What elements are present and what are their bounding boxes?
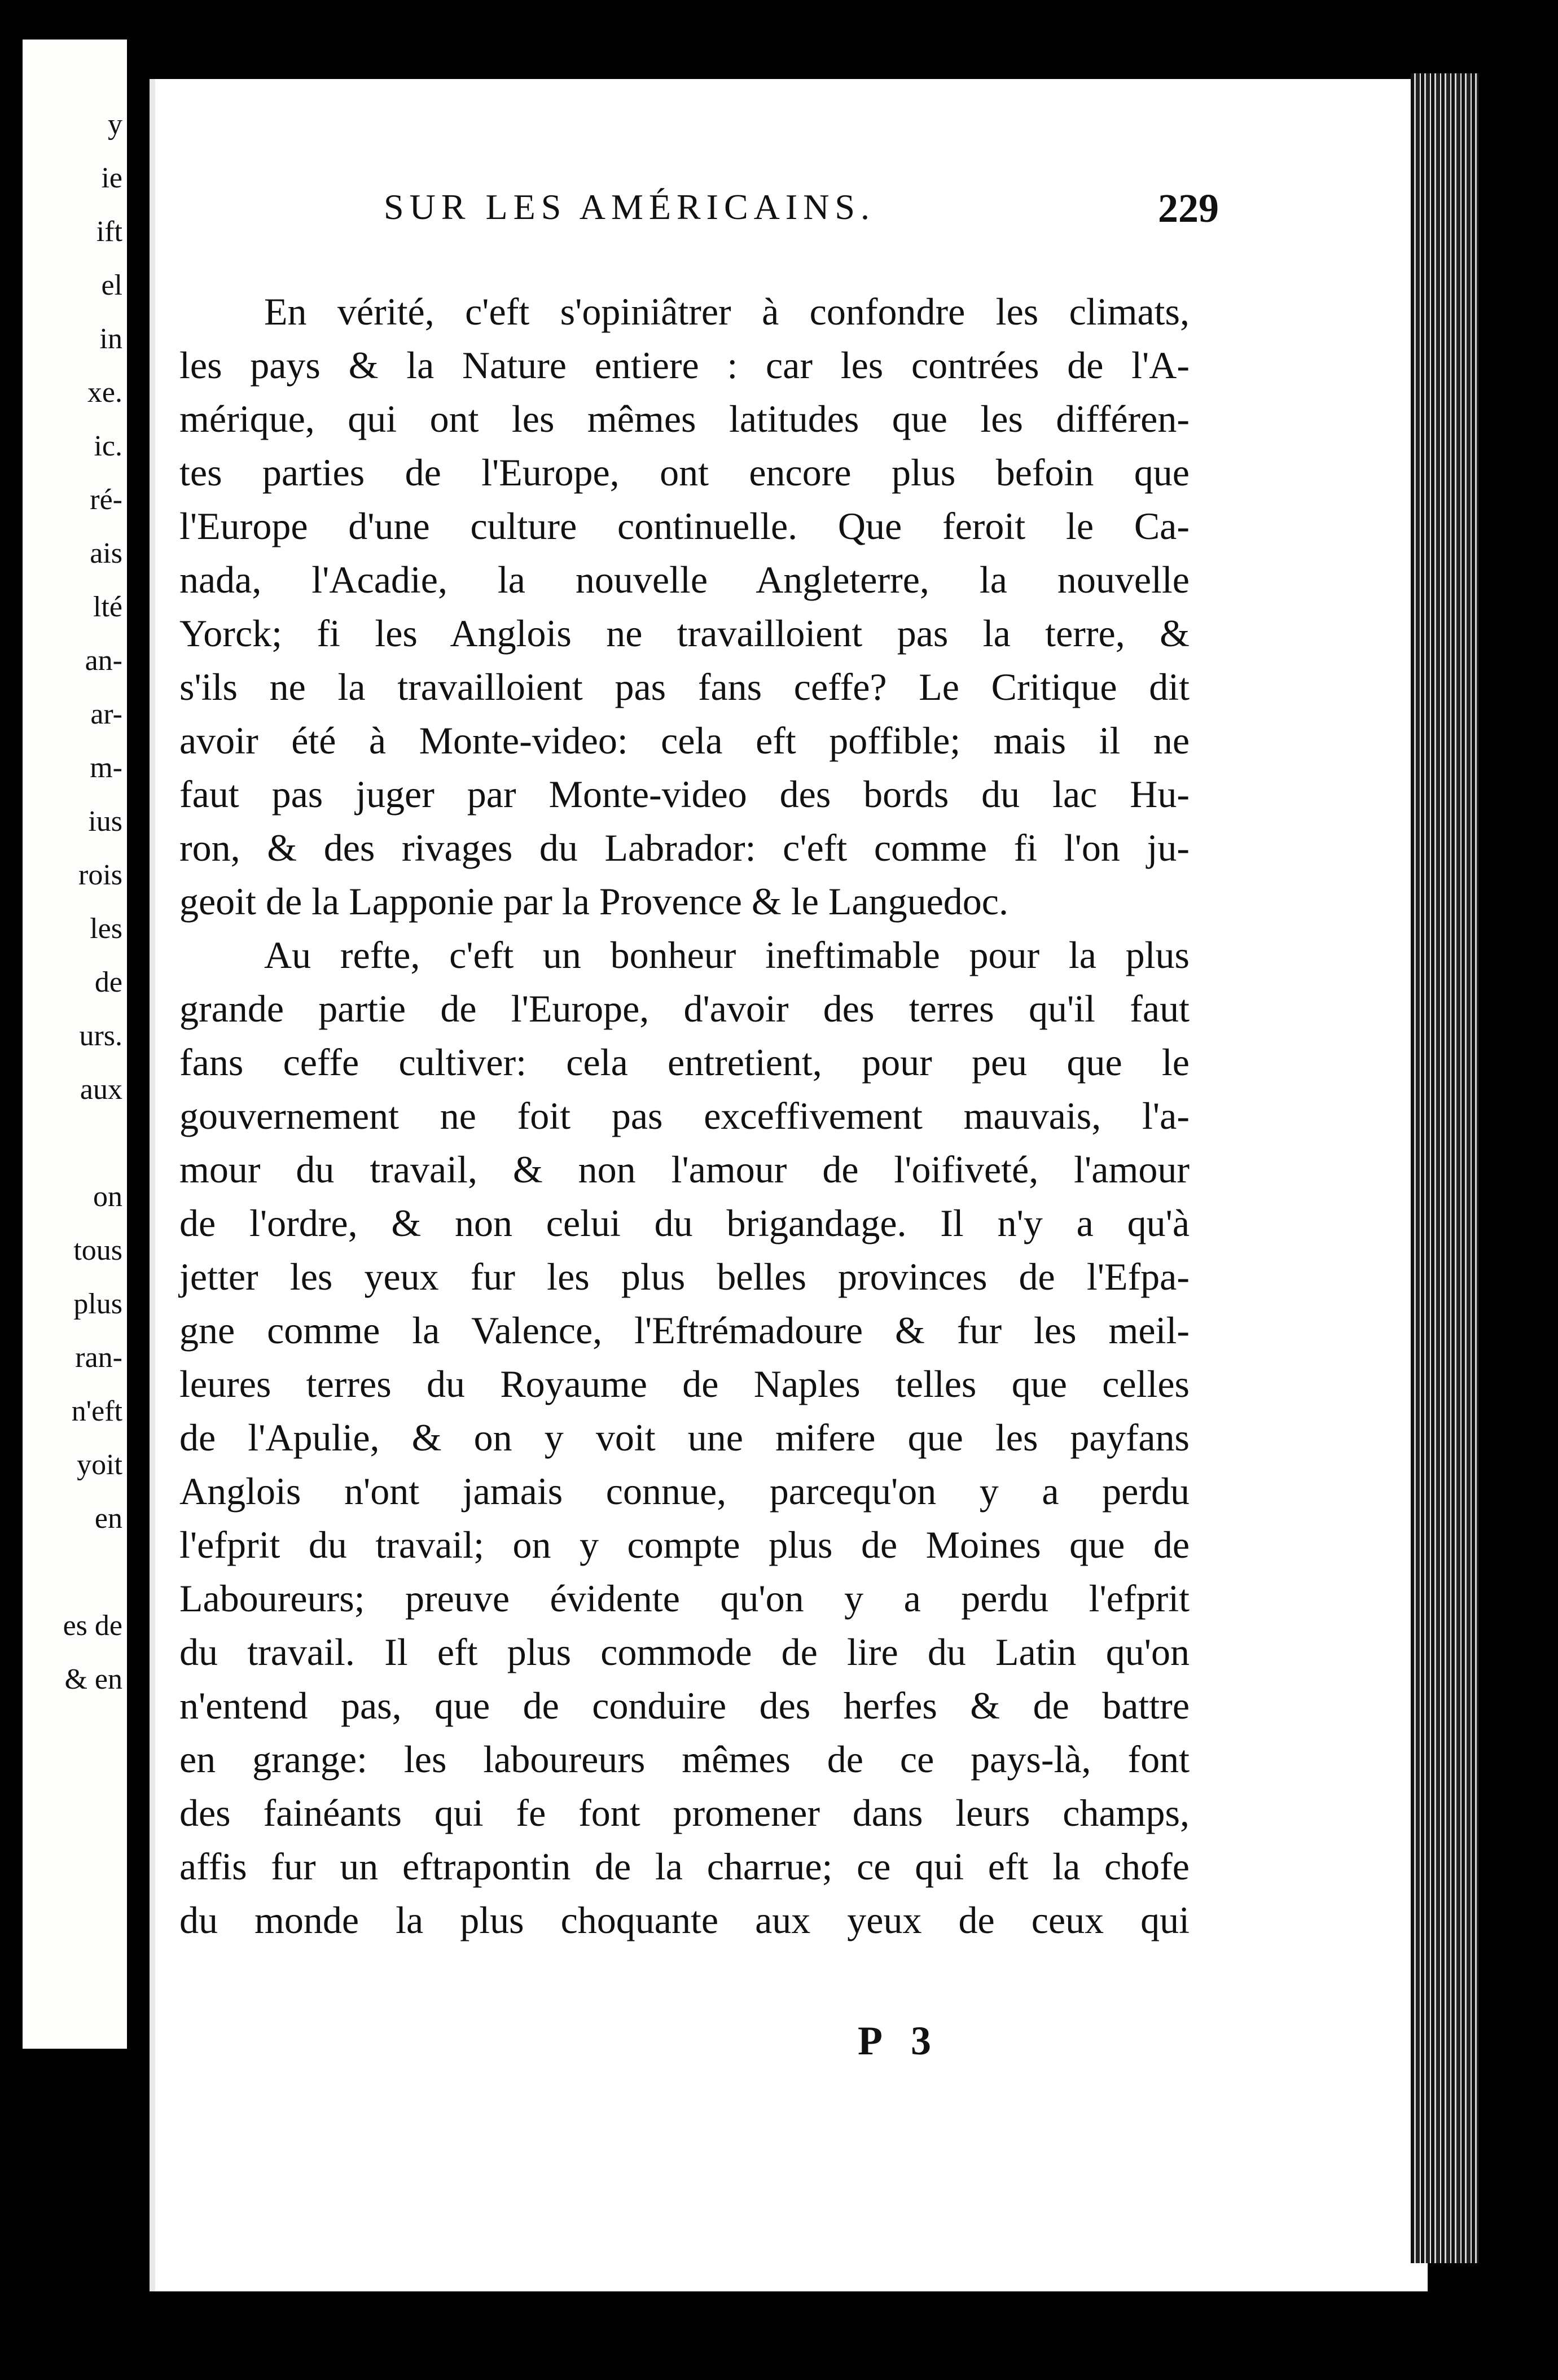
facing-page-fragment: aux — [80, 1073, 122, 1106]
text-line: les pays & la Nature entiere : car les contrées de l'A- — [179, 344, 1190, 387]
text-line: nada, l'Acadie, la nouvelle Angleterre, la nouvelle — [179, 558, 1190, 601]
signature-mark: P 3 — [858, 2018, 942, 2063]
page-number: 229 — [1158, 186, 1219, 231]
running-head — [339, 181, 1219, 237]
text-line: mour du travail, & non l'amour de l'oifiveté, l'amour — [179, 1148, 1190, 1191]
text-line: l'efprit du travail; on y compte plus de Moines que de — [179, 1523, 1190, 1566]
running-title: SUR LES AMÉRICAINS. — [384, 187, 875, 227]
text-line: leures terres du Royaume de Naples telles que celles — [179, 1362, 1190, 1405]
facing-page-fragment: ar- — [90, 698, 122, 730]
facing-page-fragment: tous — [73, 1234, 122, 1266]
facing-page-fragment: & en — [64, 1663, 122, 1695]
text-line: Anglois n'ont jamais connue, parcequ'on y a perdu — [179, 1470, 1190, 1513]
facing-page-fragment: les — [90, 913, 122, 945]
text-line: Yorck; fi les Anglois ne travailloient pas la terre, & — [179, 612, 1190, 655]
facing-page-fragment: m- — [90, 752, 122, 784]
facing-page-fragment: lté — [93, 591, 122, 623]
facing-page-fragment: ré- — [90, 484, 122, 516]
text-line: mérique, qui ont les mêmes latitudes que les différen- — [179, 397, 1190, 440]
facing-page-fragment: ais — [90, 537, 122, 569]
facing-page-fragment: rois — [78, 859, 122, 891]
facing-page-fragment: on — [93, 1181, 122, 1213]
facing-page-fragment: plus — [73, 1288, 122, 1320]
facing-page-fragment: xe. — [87, 376, 122, 409]
text-line: de l'ordre, & non celui du brigandage. Il n'y a qu'à — [179, 1202, 1190, 1244]
text-line: tes parties de l'Europe, ont encore plus befoin que — [179, 451, 1190, 494]
page-gutter — [1411, 73, 1478, 2263]
text-line: grande partie de l'Europe, d'avoir des terres qu'il faut — [179, 987, 1190, 1030]
text-line: gne comme la Valence, l'Eftrémadoure & fur les meil- — [179, 1309, 1190, 1352]
text-line: ron, & des rivages du Labrador: c'eft comme fi l'on ju- — [179, 826, 1190, 869]
facing-page-fragment: ius — [88, 805, 122, 838]
text-line: Laboureurs; preuve évidente qu'on y a perdu l'efprit — [179, 1577, 1190, 1620]
facing-page-fragment: de — [94, 966, 122, 998]
text-line: jetter les yeux fur les plus belles provinces de l'Efpa- — [179, 1255, 1190, 1298]
facing-page-fragment: yoit — [77, 1449, 122, 1481]
text-line: du monde la plus choquante aux yeux de ceux qui — [179, 1899, 1190, 1941]
facing-page-fragment: urs. — [79, 1020, 122, 1052]
text-line: affis fur un eftrapontin de la charrue; ce qui eft la chofe — [179, 1845, 1190, 1888]
facing-page-fragment: ic. — [94, 430, 122, 462]
facing-page-fragment: es de — [63, 1610, 122, 1642]
text-line: du travail. Il eft plus commode de lire du Latin qu'on — [179, 1631, 1190, 1673]
text-line: Au refte, c'eft un bonheur ineftimable pour la plus — [264, 933, 1190, 976]
text-line: geoit de la Lapponie par la Provence & le Languedoc. — [179, 880, 1008, 923]
text-line: En vérité, c'eft s'opiniâtrer à confondre les climats, — [264, 290, 1190, 333]
facing-page-fragment: en — [94, 1502, 122, 1535]
facing-page-fragment: y — [108, 108, 122, 141]
text-line: de l'Apulie, & on y voit une mifere que les payfans — [179, 1416, 1190, 1459]
text-line: faut pas juger par Monte-video des bords du lac Hu- — [179, 773, 1190, 816]
facing-page-fragment: ran- — [75, 1342, 122, 1374]
facing-page-fragment: ie — [101, 162, 122, 194]
text-line: gouvernement ne foit pas exceffivement mauvais, l'a- — [179, 1094, 1190, 1137]
text-line: en grange: les laboureurs mêmes de ce pays-là, font — [179, 1738, 1190, 1781]
text-line: n'entend pas, que de conduire des herfes & de battre — [179, 1684, 1190, 1727]
text-line: l'Europe d'une culture continuelle. Que feroit le Ca- — [179, 505, 1190, 547]
text-line: s'ils ne la travailloient pas fans ceffe? Le Critique dit — [179, 665, 1190, 708]
facing-page-fragment: an- — [85, 645, 122, 677]
facing-page-edge — [23, 40, 127, 2049]
text-line: des fainéants qui fe font promener dans leurs champs, — [179, 1791, 1190, 1834]
facing-page-fragment: in — [99, 323, 122, 355]
text-line: avoir été à Monte-video: cela eft poffible; mais il ne — [179, 719, 1190, 762]
facing-page-fragment: ift — [96, 216, 122, 248]
facing-page-fragment: n'eft — [71, 1395, 122, 1427]
facing-page-fragment: el — [101, 269, 122, 301]
body-text — [179, 285, 1190, 1947]
text-line: fans ceffe cultiver: cela entretient, pour peu que le — [179, 1041, 1190, 1084]
